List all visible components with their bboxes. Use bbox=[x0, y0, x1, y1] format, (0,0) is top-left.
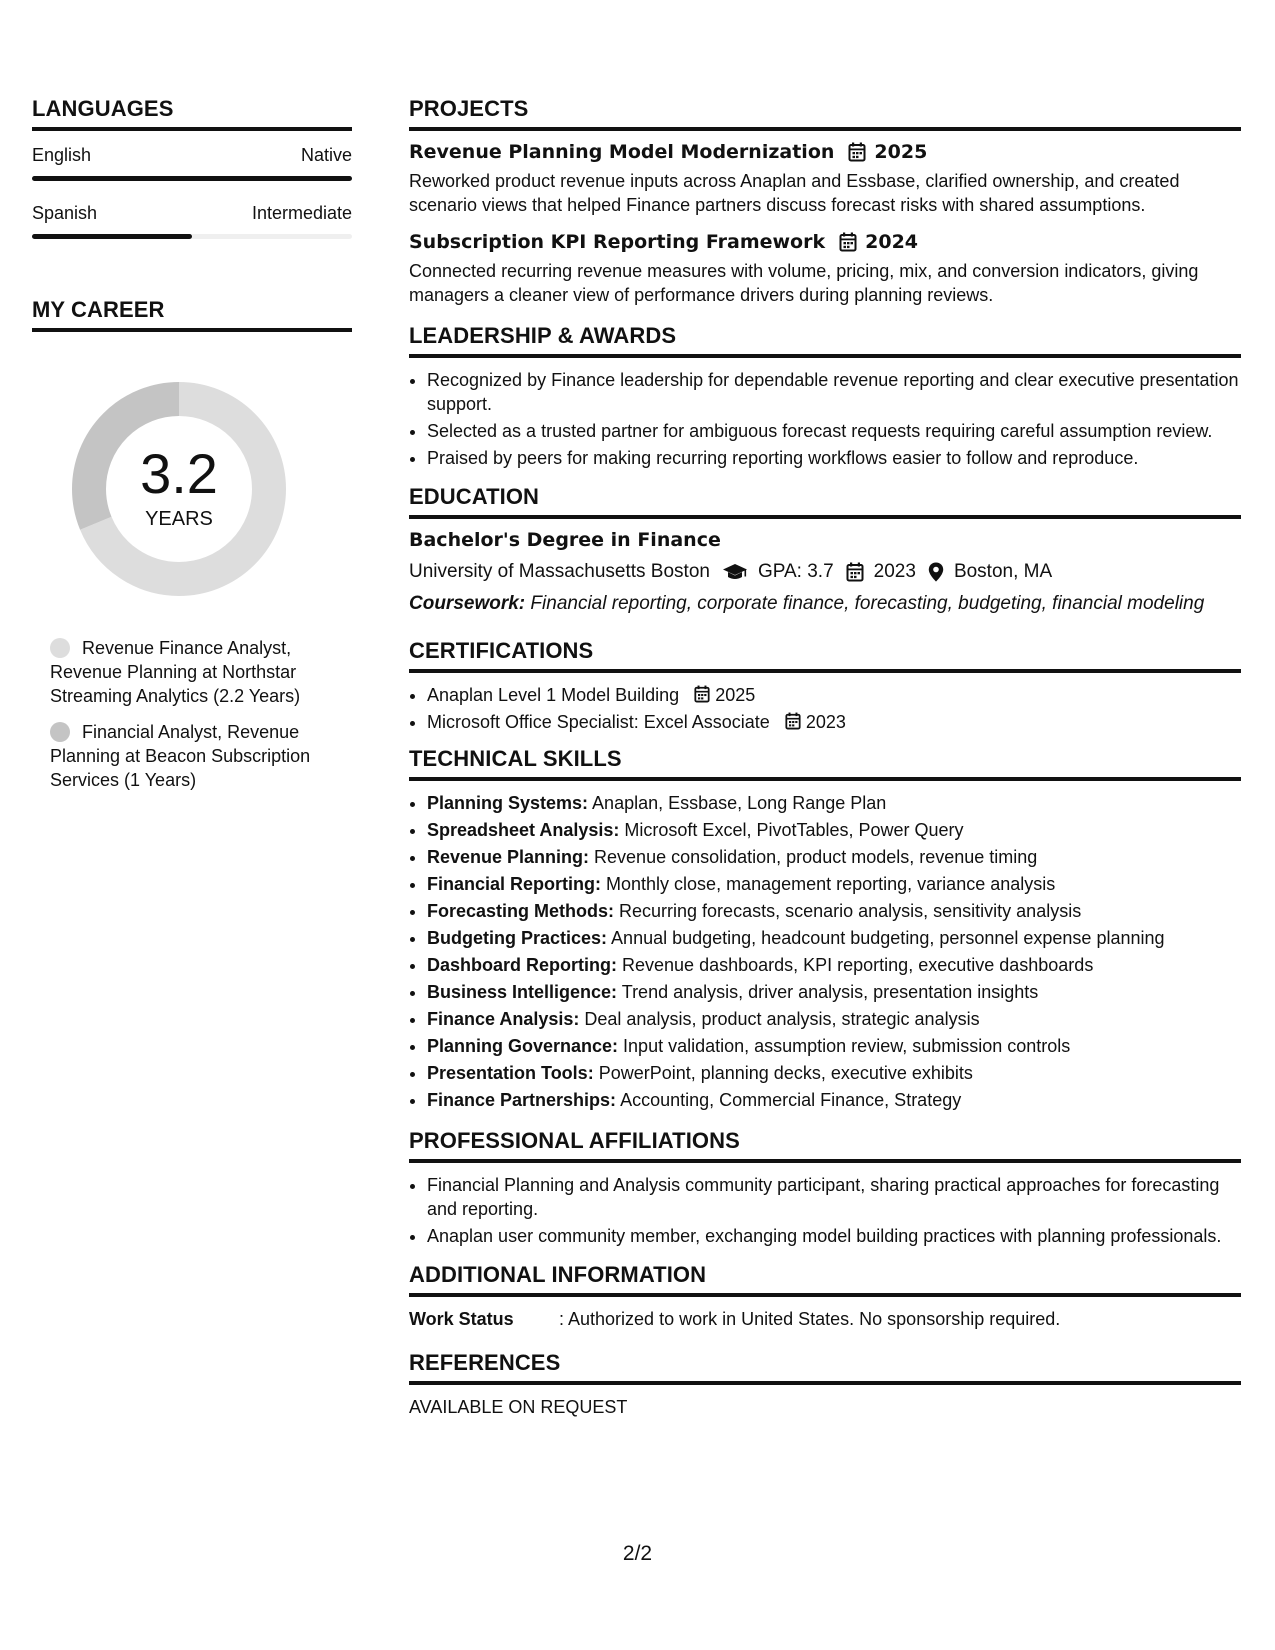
leadership-list bbox=[409, 368, 1241, 470]
skill-category: Dashboard Reporting: bbox=[427, 955, 618, 975]
skill-values: PowerPoint, planning decks, executive exhibits bbox=[593, 1063, 973, 1083]
skill-values: Anaplan, Essbase, Long Range Plan bbox=[588, 793, 887, 813]
language-proficiency-fill bbox=[32, 234, 192, 239]
skill-values: Accounting, Commercial Finance, Strategy bbox=[616, 1090, 962, 1110]
education-location: Boston, MA bbox=[953, 561, 1053, 582]
language-proficiency-bar bbox=[32, 176, 352, 181]
education-heading: EDUCATION bbox=[409, 484, 1241, 519]
skill-values: Recurring forecasts, scenario analysis, sensitivity analysis bbox=[614, 901, 1082, 921]
work-status-value: : Authorized to work in United States. No sponsorship required. bbox=[559, 1309, 1061, 1329]
skill-values: Trend analysis, driver analysis, presentation insights bbox=[617, 982, 1039, 1002]
skills-heading: TECHNICAL SKILLS bbox=[409, 746, 1241, 781]
list-item: • Selected as a trusted partner for ambiguous forecast requests requiring careful assumption review. bbox=[427, 419, 1241, 443]
skill-values: Revenue dashboards, KPI reporting, executive dashboards bbox=[617, 955, 1094, 975]
career-donut-chart bbox=[64, 374, 294, 604]
skill-category: Forecasting Methods: bbox=[427, 901, 615, 921]
certification-name: Anaplan Level 1 Model Building bbox=[427, 685, 680, 705]
right-column bbox=[409, 96, 1241, 1418]
language-item bbox=[32, 203, 352, 239]
list-item bbox=[427, 710, 1241, 734]
skill-values: Revenue consolidation, product models, revenue timing bbox=[589, 847, 1038, 867]
leadership-heading: LEADERSHIP & AWARDS bbox=[409, 323, 1241, 358]
project-name: Subscription KPI Reporting Framework bbox=[409, 231, 826, 253]
calendar-icon bbox=[848, 142, 866, 162]
coursework-label: Coursework: bbox=[409, 593, 526, 614]
affiliations-heading: PROFESSIONAL AFFILIATIONS bbox=[409, 1128, 1241, 1163]
skill-item bbox=[427, 1088, 1241, 1112]
page-number: 2/2 bbox=[622, 1542, 653, 1565]
education-year: 2023 bbox=[873, 561, 916, 582]
skill-item bbox=[427, 791, 1241, 815]
language-proficiency-fill bbox=[32, 176, 352, 181]
skill-item bbox=[427, 899, 1241, 923]
coursework-text: Financial reporting, corporate finance, forecasting, budgeting, financial modeling bbox=[525, 593, 1205, 614]
calendar-icon bbox=[694, 685, 710, 703]
language-name: Spanish bbox=[32, 203, 98, 223]
calendar-icon bbox=[785, 712, 801, 730]
affiliations-list bbox=[409, 1173, 1241, 1248]
career-total-years: 3.2 bbox=[140, 442, 218, 505]
education-details bbox=[409, 561, 1241, 583]
skill-category: Revenue Planning: bbox=[427, 847, 590, 867]
education-degree: Bachelor's Degree in Finance bbox=[409, 529, 721, 551]
skill-category: Finance Partnerships: bbox=[427, 1090, 617, 1110]
career-legend-item bbox=[50, 720, 332, 792]
skill-item bbox=[427, 872, 1241, 896]
language-level: Intermediate bbox=[251, 203, 352, 223]
skill-values: Annual budgeting, headcount budgeting, personnel expense planning bbox=[607, 928, 1165, 948]
career-heading: MY CAREER bbox=[32, 297, 352, 332]
project-year: 2024 bbox=[865, 231, 919, 253]
project-item bbox=[409, 231, 1241, 307]
skill-category: Planning Governance: bbox=[427, 1036, 619, 1056]
language-name: English bbox=[32, 145, 92, 165]
education-school: University of Massachusetts Boston bbox=[409, 561, 710, 582]
skill-category: Business Intelligence: bbox=[427, 982, 618, 1002]
legend-dot-icon bbox=[50, 638, 70, 658]
certification-year: 2025 bbox=[715, 685, 756, 705]
left-column bbox=[32, 96, 352, 804]
skill-category: Planning Systems: bbox=[427, 793, 589, 813]
project-item bbox=[409, 141, 1241, 217]
location-pin-icon bbox=[928, 562, 944, 582]
career-total-unit: YEARS bbox=[145, 508, 213, 530]
skill-item bbox=[427, 926, 1241, 950]
career-legend bbox=[50, 636, 332, 792]
certifications-list bbox=[409, 683, 1241, 734]
certification-name: Microsoft Office Specialist: Excel Associate bbox=[427, 712, 770, 732]
graduation-cap-icon bbox=[722, 563, 748, 581]
skill-category: Financial Reporting: bbox=[427, 874, 602, 894]
language-level: Native bbox=[300, 145, 352, 165]
languages-heading: LANGUAGES bbox=[32, 96, 352, 131]
project-year: 2025 bbox=[874, 141, 928, 163]
skill-item bbox=[427, 980, 1241, 1004]
career-legend-label: Revenue Finance Analyst, Revenue Planning at Northstar Streaming Analytics (2.2 Years) bbox=[50, 638, 301, 706]
projects-heading: PROJECTS bbox=[409, 96, 1241, 131]
list-item: • Anaplan user community member, exchanging model building practices with planning professionals. bbox=[427, 1224, 1241, 1248]
legend-dot-icon bbox=[50, 722, 70, 742]
skill-item bbox=[427, 953, 1241, 977]
references-text: AVAILABLE ON REQUEST bbox=[409, 1397, 628, 1417]
skill-item bbox=[427, 1061, 1241, 1085]
project-description: Connected recurring revenue measures with volume, pricing, mix, and conversion indicators, giving managers a cleaner view of performance drivers during planning reviews. bbox=[409, 261, 1199, 305]
skill-item bbox=[427, 845, 1241, 869]
skills-list bbox=[409, 791, 1241, 1112]
skill-values: Input validation, assumption review, submission controls bbox=[618, 1036, 1071, 1056]
education-coursework bbox=[409, 591, 1241, 616]
skill-item bbox=[427, 1007, 1241, 1031]
skill-category: Spreadsheet Analysis: bbox=[427, 820, 620, 840]
skill-category: Finance Analysis: bbox=[427, 1009, 580, 1029]
work-status-row bbox=[409, 1309, 1241, 1330]
list-item: • Praised by peers for making recurring reporting workflows easier to follow and reproduce. bbox=[427, 446, 1241, 470]
project-name: Revenue Planning Model Modernization bbox=[409, 141, 835, 163]
career-legend-item bbox=[50, 636, 332, 708]
skill-item bbox=[427, 818, 1241, 842]
list-item bbox=[427, 683, 1241, 707]
education-gpa: GPA: 3.7 bbox=[757, 561, 834, 582]
skill-category: Budgeting Practices: bbox=[427, 928, 608, 948]
project-description: Reworked product revenue inputs across Anaplan and Essbase, clarified ownership, and created scenario views that helped Finance partners discuss forecast risks with shared assumptions. bbox=[409, 171, 1180, 215]
career-legend-label: Financial Analyst, Revenue Planning at Beacon Subscription Services (1 Years) bbox=[50, 722, 311, 790]
certification-year: 2023 bbox=[805, 712, 846, 732]
language-proficiency-bar bbox=[32, 234, 352, 239]
language-item bbox=[32, 145, 352, 181]
list-item: • Recognized by Finance leadership for dependable revenue reporting and clear executive presentation support. bbox=[427, 368, 1241, 416]
references-heading: REFERENCES bbox=[409, 1350, 1241, 1385]
skill-item bbox=[427, 1034, 1241, 1058]
skill-values: Deal analysis, product analysis, strategic analysis bbox=[579, 1009, 980, 1029]
skill-values: Monthly close, management reporting, variance analysis bbox=[601, 874, 1056, 894]
additional-info-heading: ADDITIONAL INFORMATION bbox=[409, 1262, 1241, 1297]
work-status-label: Work Status bbox=[409, 1309, 514, 1329]
skill-values: Microsoft Excel, PivotTables, Power Query bbox=[619, 820, 964, 840]
certifications-heading: CERTIFICATIONS bbox=[409, 638, 1241, 673]
list-item: • Financial Planning and Analysis community participant, sharing practical approaches for forecasting and reporting. bbox=[427, 1173, 1241, 1221]
skill-category: Presentation Tools: bbox=[427, 1063, 594, 1083]
calendar-icon bbox=[839, 232, 857, 252]
calendar-icon bbox=[846, 562, 864, 582]
